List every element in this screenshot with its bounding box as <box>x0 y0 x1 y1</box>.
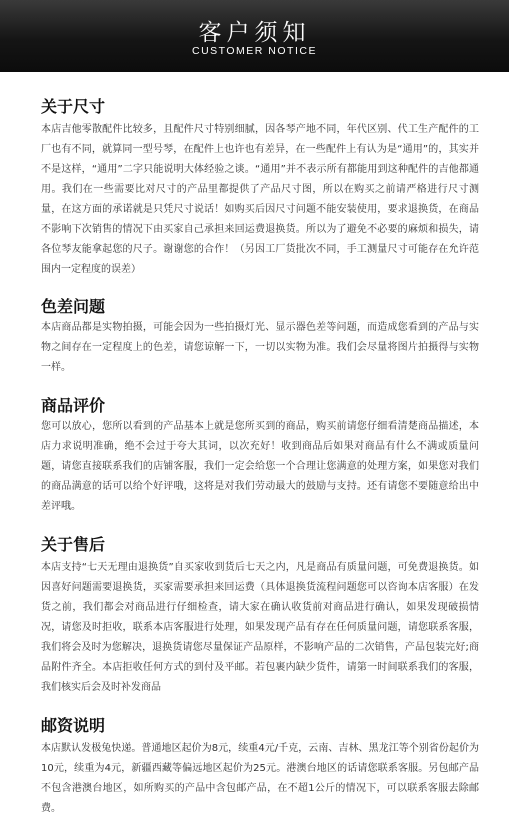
section-title: 商品评价 <box>41 396 106 415</box>
section-after-sales <box>41 535 479 698</box>
section-body: 本店商品都是实物拍摄，可能会因为一些拍摄灯光、显示器色差等问题，而造成您看到的产品与实物之间存在一定程度上的色差，请您谅解一下，一切以实物为准。我们会尽量将图片拍摄得与实物一样。 <box>41 322 479 373</box>
section-body: 本店支持“七天无理由退换货”自买家收到货后七天之内，凡是商品有质量问题，可免费退换货。如因喜好问题需要退换货，买家需要承担来回运费（具体退换货流程问题您可以咨询本店客服）在发货之前，我们都会对商品进行仔细检查，请大家在确认收货前对商品进行确认，如果发现破损情况，请您及时拒收，联系本店客服进行处理，如果发现产品有存在任何质量问题，请您联系客服，我们将会及时为您解决，退换货请您尽量保证产品原样，不影响产品的二次销售，产品包装完好;商品附件齐全。本店拒收任何方式的到付及平邮。若包裹内缺少货件，请第一时间联系我们的客服，我们核实后会及时补发商品 <box>41 562 479 693</box>
section-title: 色差问题 <box>41 297 106 316</box>
page-title: 客户须知 <box>198 20 311 46</box>
header-banner <box>0 0 509 72</box>
section-title: 关于尺寸 <box>41 97 106 116</box>
section-size <box>41 97 479 280</box>
section-body: 本店吉他零散配件比较多，且配件尺寸特别细腻，因各琴产地不同，年代区别、代工生产配件的工厂也有不同，就算同一型号琴，在配件上也许也有差异，在一些配件上有认为是“通用”的，其实并不是这样，“通用”二字只能说明大体经验之谈。“通用”并不表示所有都能用到这种配件的吉他都通用。我们在一些需要比对尺寸的产品里都提供了产品尺寸图，所以在购买之前请严格进行尺寸测量，在这方面的承诺就是只凭尺寸说话！如购买后因尺寸问题不能安装使用，要求退换货，在商品不影响下次销售的情况下由买家自己承担来回运费退换货。所以为了避免不必要的麻烦和损失，请各位琴友能拿起您的尺子。谢谢您的合作！（另因工厂货批次不同，手工测量尺寸可能存在允许范围内一定程度的误差） <box>41 124 479 275</box>
notice-content <box>0 97 509 819</box>
section-color-difference <box>41 297 479 378</box>
section-title: 关于售后 <box>41 535 106 554</box>
section-reviews <box>41 396 479 517</box>
section-shipping <box>41 716 479 819</box>
page-subtitle: CUSTOMER NOTICE <box>192 45 317 57</box>
section-body: 本店默认发极兔快递。普通地区起价为8元，续重4元/千克，云南、吉林、黑龙江等个别省份起价为10元，续重为4元，新疆西藏等偏远地区起价为25元。港澳台地区的话请您联系客服。另包邮产品不包含港澳台地区，如所购买的产品中含包邮产品，在不超1公斤的情况下，可以联系客服去除邮费。 <box>41 743 479 814</box>
section-body: 您可以放心，您所以看到的产品基本上就是您所买到的商品，购买前请您仔细看清楚商品描述，本店力求说明准确，绝不会过于夸大其词，以次充好！收到商品后如果对商品有什么不满或质量问题，请您直接联系我们的店铺客服，我们一定会给您一个合理让您满意的处理方案，如果您对我们的商品满意的话可以给个好评哦，这将是对我们劳动最大的鼓励与支持。还有请您不要随意给出中差评哦。 <box>41 421 479 512</box>
section-title: 邮资说明 <box>41 716 106 735</box>
